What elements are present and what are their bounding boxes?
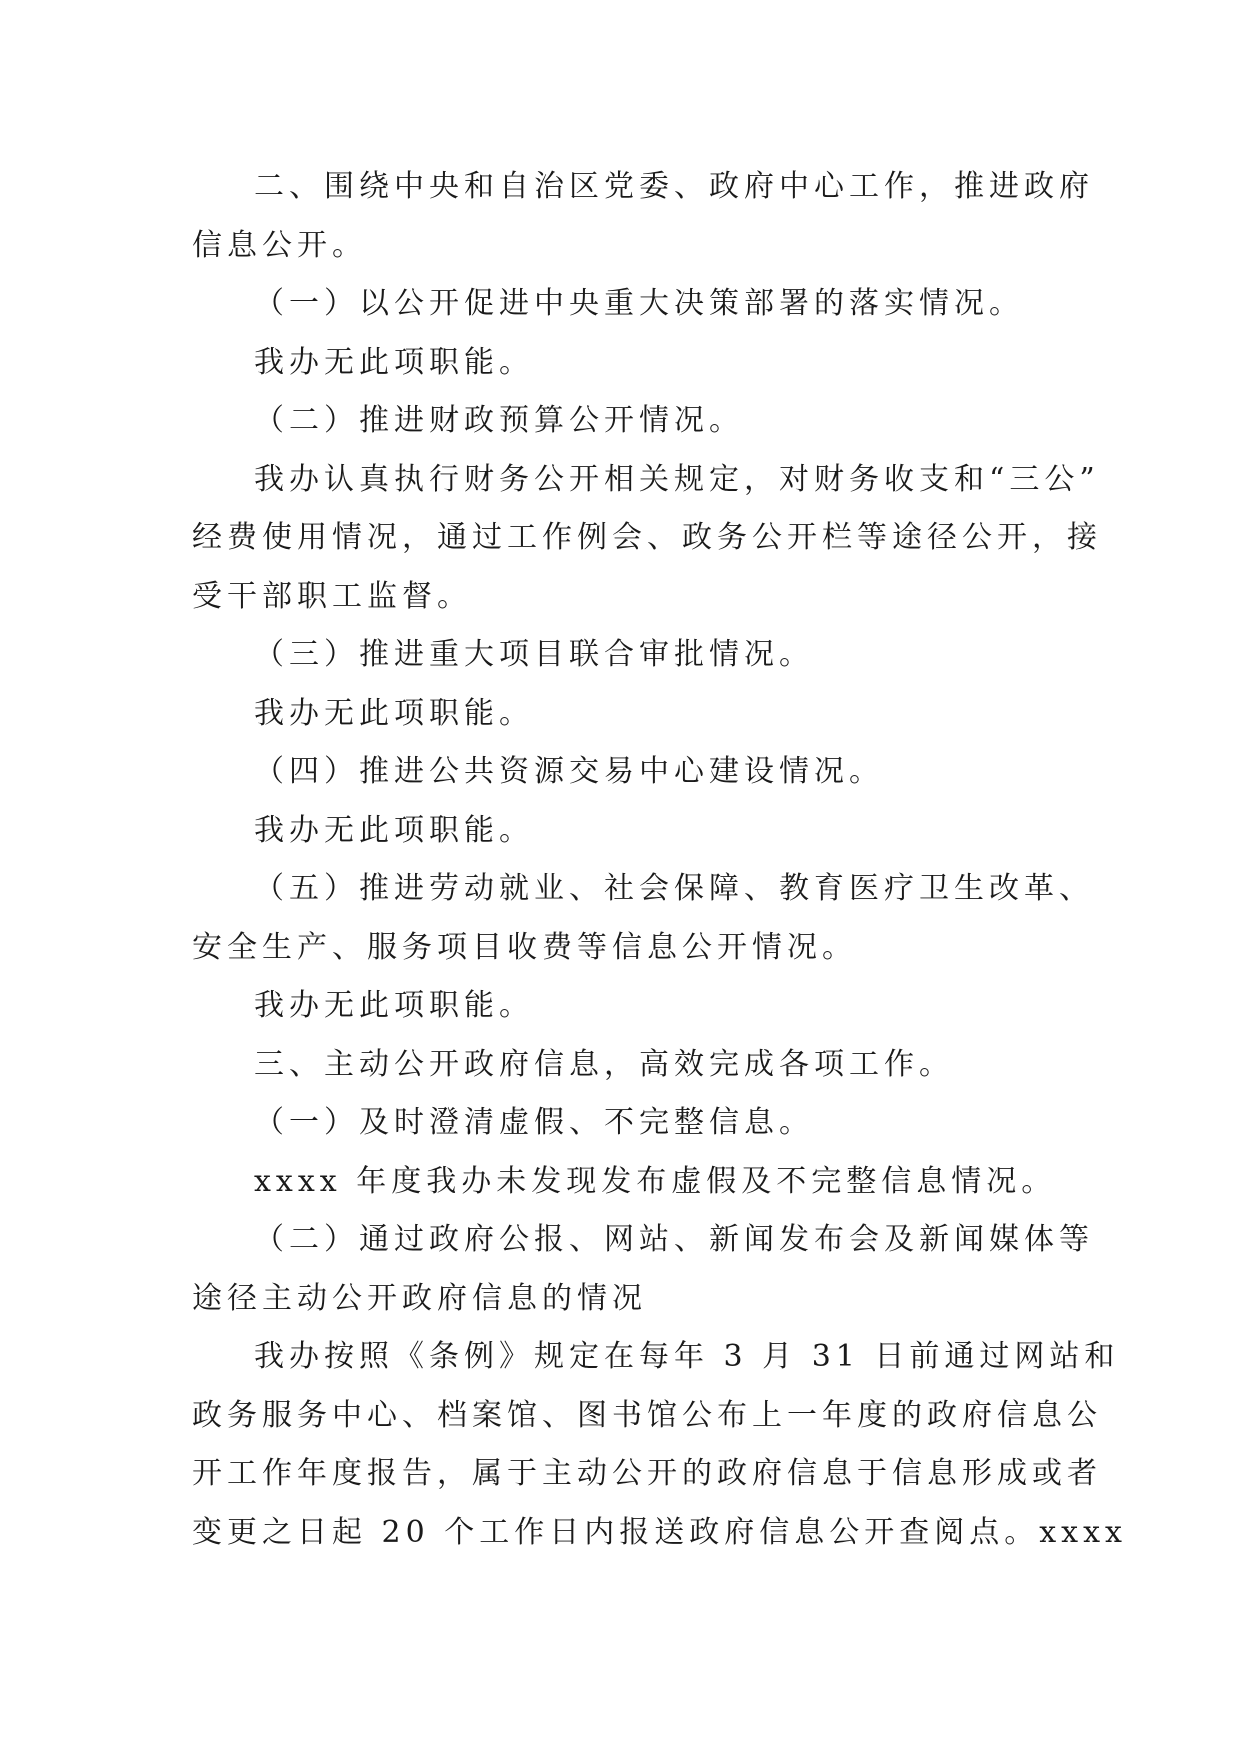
subheading-2-5-cont: 安全生产、服务项目收费等信息公开情况。: [192, 929, 857, 965]
paragraph-2-1: 我办无此项职能。: [254, 344, 534, 380]
paragraph-3-2-cont-2: 开工作年度报告，属于主动公开的政府信息于信息形成或者: [192, 1456, 1102, 1491]
subheading-2-4: （四）推进公共资源交易中心建设情况。: [254, 754, 884, 789]
section-heading-3: 三、主动公开政府信息，高效完成各项工作。: [254, 1046, 954, 1082]
paragraph-3-1: xxxx 年度我办未发现发布虚假及不完整信息情况。: [254, 1163, 1057, 1199]
section-heading-2: 二、围绕中央和自治区党委、政府中心工作，推进政府: [254, 169, 1094, 204]
document-body: [192, 158, 1127, 1562]
paragraph-3-2-cont-3: 变更之日起 20 个工作日内报送政府信息公开查阅点。xxxx: [192, 1514, 1127, 1550]
paragraph-2-4: 我办无此项职能。: [254, 812, 534, 848]
paragraph-2-2: 我办认真执行财务公开相关规定，对财务收支和“三公”: [254, 461, 1100, 497]
paragraph-2-5: 我办无此项职能。: [254, 988, 534, 1023]
paragraph-3-2: 我办按照《条例》规定在每年 3 月 31 日前通过网站和: [254, 1339, 1120, 1374]
subheading-3-2-cont: 途径主动公开政府信息的情况: [192, 1280, 647, 1316]
subheading-2-2: （二）推进财政预算公开情况。: [254, 403, 744, 438]
subheading-2-3: （三）推进重大项目联合审批情况。: [254, 637, 814, 672]
subheading-2-1: （一）以公开促进中央重大决策部署的落实情况。: [254, 286, 1024, 321]
section-heading-2-cont: 信息公开。: [192, 227, 367, 263]
paragraph-3-2-cont-1: 政务服务中心、档案馆、图书馆公布上一年度的政府信息公: [192, 1397, 1102, 1433]
paragraph-2-3: 我办无此项职能。: [254, 695, 534, 731]
paragraph-2-2-cont-1: 经费使用情况，通过工作例会、政务公开栏等途径公开，接: [192, 520, 1102, 555]
subheading-3-1: （一）及时澄清虚假、不完整信息。: [254, 1105, 814, 1140]
subheading-3-2: （二）通过政府公报、网站、新闻发布会及新闻媒体等: [254, 1222, 1094, 1257]
subheading-2-5: （五）推进劳动就业、社会保障、教育医疗卫生改革、: [254, 871, 1094, 906]
paragraph-2-2-cont-2: 受干部职工监督。: [192, 578, 472, 614]
